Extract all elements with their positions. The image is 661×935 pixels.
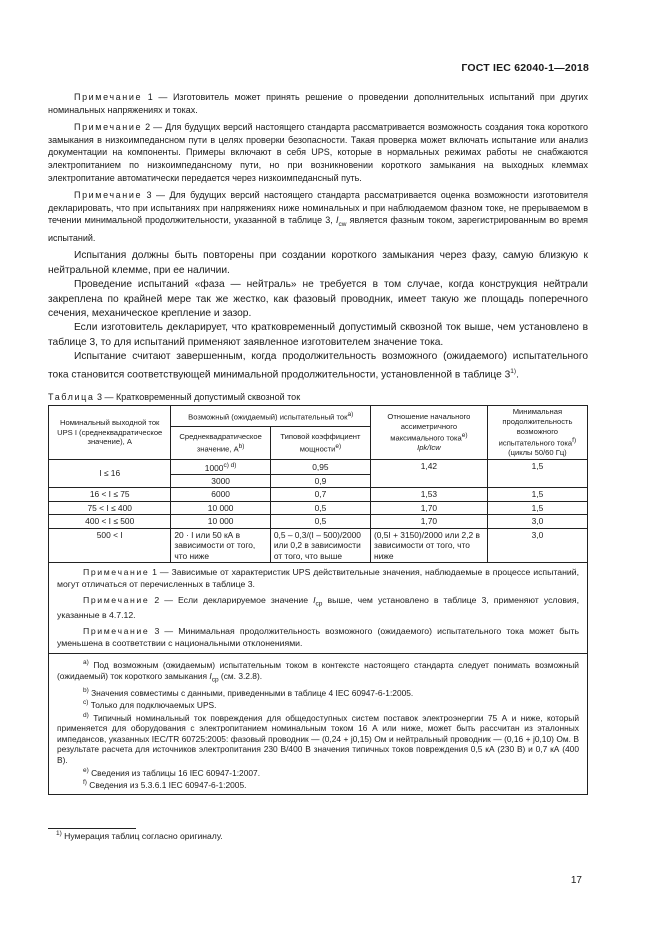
- footnote-c: $^{c)}$ Только для подключаемых UPS.: [83, 699, 217, 711]
- table-row: 400 < I ≤ 500 10 000 0,5 1,70 3,0: [49, 515, 588, 528]
- short-circuit-table: [48, 405, 588, 795]
- header-power-factor: Типовой коэффициент мощности$^{e)}$: [270, 426, 370, 459]
- header-rms: Среднеквадратическое значение, $А^{b)}$: [171, 426, 270, 459]
- document-header: ГОСТ IEC 62040-1—2018: [461, 62, 589, 74]
- footnote-b: $^{b)}$ Значения совместимы с данными, приведенными в таблице 4 IEC 60947-6-1:2005.: [83, 687, 414, 698]
- footnote-e: $^{e)}$ Сведения из таблицы 16 IEC 60947-1:2007.: [83, 766, 261, 778]
- footnote-divider: [48, 828, 136, 829]
- table-note-1: Примечание 1 — Зависимые от характеристик UPS действительные значения, наблюдаемые в процессе испытаний, могут отличаться от перечисленных в таблице 3.: [57, 566, 579, 589]
- table-note-3: Примечание 3 — Минимальная продолжительность возможного (ожидаемого) испытательного тока может быть уменьшена в соответствии с национальными отклонениями.: [57, 625, 579, 648]
- note-1: Примечание 1 — Изготовитель может принять решение о проведении дополнительных испытаний при других номинальных напряжениях и токах.: [48, 92, 588, 115]
- page-content: [48, 91, 588, 795]
- note-2: Примечание 2 — Для будущих версий настоящего стандарта рассматривается возможность создания тока короткого замыкания в низкоимпедансном пути в целях проверки безопасности. Такая проверка может включать испытание или анализ документации на компоненты. Примеры включают в себя UPS, которые в нормальных режимах работы не снабжаются электропитанием по низкоимпедансному пути, но при возникновении короткого замыкания на выходных клеммах электропитание автоматически передается через низкоимпедансный путь.: [48, 122, 588, 183]
- table-notes: [49, 562, 588, 654]
- footnote-f: $^{f)}$ Сведения из 5.3.6.1 IEC 60947-6-1:2005.: [83, 779, 247, 790]
- header-rated-current: Номинальный выходной ток UPS I (среднеквадратическое значение), А: [49, 406, 171, 460]
- paragraph: Если изготовитель декларирует, что кратковременный допустимый сквозной ток выше, чем установлено в таблице 3, то для испытаний применяют заявленное изготовителем значение тока.: [48, 322, 588, 348]
- note-3: Примечание 3 — Для будущих версий настоящего стандарта рассматривается оценка возможности изготовителя декларировать, что при испытаниях при напряжениях ниже номинальных и при наблюдаемом фазном токе, не прерываемом в течении минимальной продолжительности, указанной в таблице 3, $I_{cw}$ является фазным током, зарегистрированным во время испытаний.: [48, 190, 589, 243]
- table-row: 3000 0,9: [49, 475, 588, 488]
- table-row: 75 < I ≤ 400 10 000 0,5 1,70 1,5: [49, 501, 588, 514]
- header-peak-ratio: Отношение начального ассиметричного максимального тока$^{e)}$ Ipk/Icw: [370, 406, 487, 460]
- table-caption: Таблица 3 — Кратковременный допустимый сквозной ток: [48, 392, 301, 403]
- page-footnote: $^{1)}$ Нумерация таблиц согласно оригиналу.: [56, 830, 223, 841]
- table-row: 16 < I ≤ 75 6000 0,7 1,53 1,5: [49, 488, 588, 501]
- table-footnotes: [49, 654, 588, 795]
- header-min-duration: Минимальная продолжительность возможного испытательного тока$^{f)}$ (циклы 50/60 Гц): [487, 406, 587, 460]
- paragraph: Проведение испытаний «фаза — нейтраль» не требуется в том случае, когда конструкция нейтрали закреплена по крайней мере так же жестко, как фазовый проводник, имеет такую же площадь поперечного сечения, механическое крепление и зазор.: [48, 279, 588, 319]
- table-row: 500 < I 20 · I или 50 кА в зависимости от того, что ниже 0,5 – 0,3/(I – 500)/2000 или 0,2 в зависимости от того, что выше (0,5I + 3150)/2000 или 2,2 в зависимости от того, что ниже 3,0: [49, 528, 588, 562]
- paragraph: Испытание считают завершенным, когда продолжительность возможного (ожидаемого) испытательного тока становится соответствующей минимальной продолжительности, установленной в таблице 3$^{1)}$.: [48, 351, 588, 380]
- header-test-current: Возможный (ожидаемый) испытательный ток$^{a)}$: [171, 406, 371, 426]
- paragraph: Испытания должны быть повторены при создании короткого замыкания через фазу, самую близкую к нейтральной клемме, при ее наличии.: [48, 250, 588, 276]
- page-number: 17: [570, 875, 582, 886]
- table-note-2: Примечание 2 — Если декларируемое значение $I_{cp}$ выше, чем установлено в таблице 3, применяют условия, указанные в 4.7.12.: [57, 594, 579, 621]
- table-row: I ≤ 16 $1000^{c) d)}$ 0,95 1,42 1,5: [49, 459, 588, 474]
- footnote-a: $^{a)}$ Под возможным (ожидаемым) испытательным током в контексте настоящего стандарта следует понимать возможный (ожидаемый) ток короткого замыкания $I_{cp}$ (см. 3.2.8).: [57, 659, 579, 684]
- footnote-d: $^{d)}$ Типичный номинальный ток повреждения для общедоступных систем поставок электроэнергии 75 А и ниже, который применяется для оборудования с электропитанием номинальным током 16 А или ниже, может быть рассчитан из эталонных импедансов, указанных IEC/TR 60725:2005: фазовый проводник — (0,24 + j0,15) Ом и нейтральный проводник — (0,16 + j0,10) Ом. В результате расчета для источников электропитания 230 В/400 В значения типичных токов повреждения 0,5 кА (230 В) и 0,7 кА (400 В).: [57, 711, 579, 766]
